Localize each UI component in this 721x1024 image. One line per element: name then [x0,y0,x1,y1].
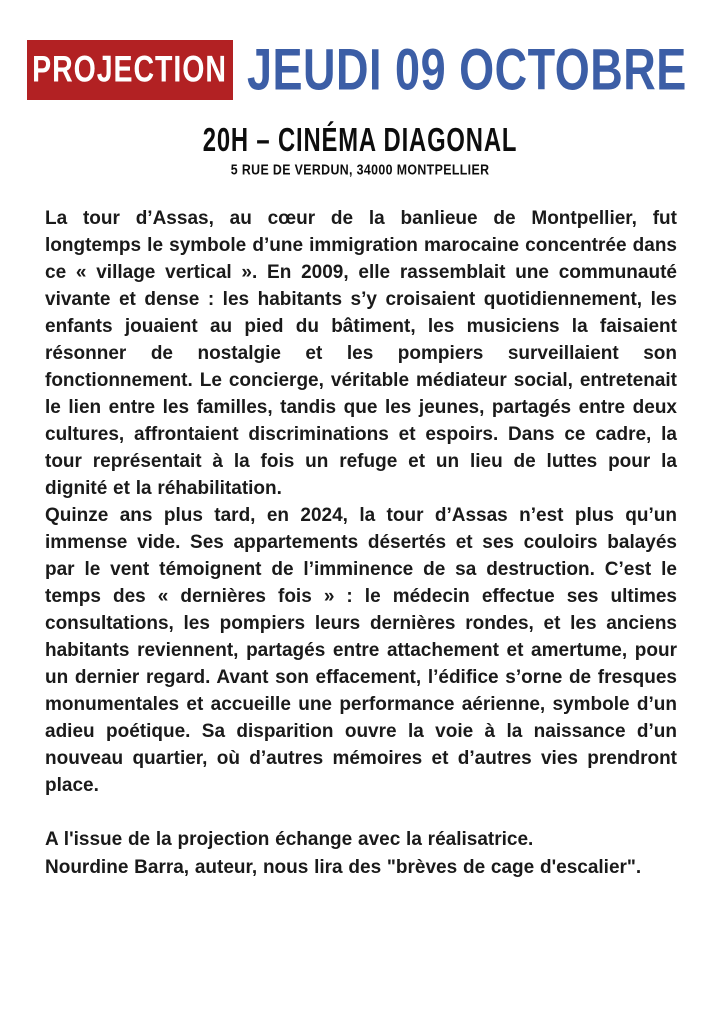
synopsis-paragraph-2: Quinze ans plus tard, en 2024, la tour d’Assas n’est plus qu’un immense vide. Ses appartements désertés et ses couloirs balayés par le vent témoignent de l’imminence de sa destruction. C’est le temps des « dernières fois » : le médecin effectue ses ultimes consultations, les pompiers leurs dernières rondes, et les anciens habitants reviennent, partagés entre attachement et amertume, pour un dernier regard. Avant son effacement, l’édifice s’orne de fresques monumentales et accueille une performance aérienne, symbole d’un adieu poétique. Sa disparition ouvre la voie à la naissance d’un nouveau quartier, où d’autres mémoires et d’autres vies prendront place. [45,505,677,796]
venue-time-line [0,120,721,158]
author-reading-note: Nourdine Barra, auteur, nous lira des "brèves de cage d'escalier". [45,857,642,878]
venue-address: 5 RUE DE VERDUN, 34000 MONTPELLIER [231,161,490,178]
projection-badge-label: PROJECTION [32,48,228,90]
header-row [0,0,721,103]
post-screening-block [45,826,677,882]
projection-badge [27,40,233,100]
venue-address-line [0,161,721,179]
synopsis-block [45,205,677,882]
event-date-title: JEUDI 09 OCTOBRE [247,36,687,103]
synopsis-paragraph-1: La tour d’Assas, au cœur de la banlieue de Montpellier, fut longtemps le symbole d’une immigration marocaine concentrée dans ce « village vertical ». En 2009, elle rassemblait une communauté vivante et dense : les habitants s’y croisaient quotidiennement, les enfants jouaient au pied du bâtiment, les musiciens la faisaient résonner de nostalgie et les pompiers surveillaient son fonctionnement. Le concierge, véritable médiateur social, entretenait le lien entre les familles, tandis que les jeunes, partagés entre deux cultures, affrontaient discriminations et espoirs. Dans ce cadre, la tour représentait à la fois un refuge et un lieu de luttes pour la dignité et la réhabilitation. [45,208,677,499]
venue-time-heading: 20H – CINÉMA DIAGONAL [203,120,518,158]
post-screening-note: A l'issue de la projection échange avec la réalisatrice. [45,829,534,850]
